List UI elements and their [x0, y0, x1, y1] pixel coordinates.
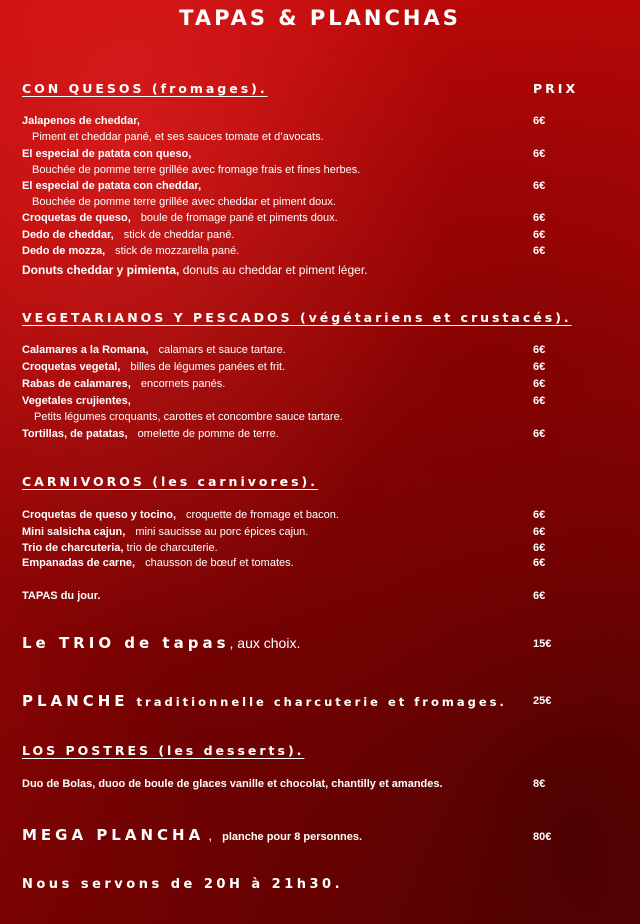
desc-patata-queso: Bouchée de pomme terre grillée avec fromage frais et fines herbes. — [32, 164, 361, 176]
price-tapas-jour: 6€ — [533, 590, 546, 602]
price-croquetas-vegetal: 6€ — [533, 361, 546, 373]
price-duo-bolas: 8€ — [533, 778, 546, 790]
price-empanadas: 6€ — [533, 557, 546, 569]
price-trio-charcuteria: 6€ — [533, 542, 546, 554]
price-patata-cheddar: 6€ — [533, 180, 546, 192]
item-croquetas-queso: Croquetas de queso, boule de fromage pané et piments doux. — [22, 212, 338, 224]
price-salsicha: 6€ — [533, 526, 546, 538]
item-empanadas: Empanadas de carne, chausson de bœuf et tomates. — [22, 557, 294, 569]
price-dedo-mozza: 6€ — [533, 245, 546, 257]
item-patata-cheddar: El especial de patata con cheddar, — [22, 180, 202, 192]
price-mega: 80€ — [533, 831, 552, 843]
section-quesos: CON QUESOS (fromages). — [22, 81, 268, 96]
item-rabas: Rabas de calamares, encornets panés. — [22, 378, 226, 390]
item-salsicha: Mini salsicha cajun, mini saucisse au porc épices cajun. — [22, 526, 309, 538]
price-planche: 25€ — [533, 695, 552, 707]
item-tapas-jour: TAPAS du jour. — [22, 590, 101, 602]
section-vegetarianos: VEGETARIANOS Y PESCADOS (végétariens et crustacés). — [22, 310, 572, 325]
desc-jalapenos: Piment et cheddar pané, et ses sauces tomate et d’avocats. — [32, 131, 324, 143]
page-title: TAPAS & PLANCHAS — [179, 6, 461, 30]
price-dedo-cheddar: 6€ — [533, 229, 546, 241]
item-tortillas: Tortillas, de patatas, omelette de pomme de terre. — [22, 428, 279, 440]
price-calamares: 6€ — [533, 344, 546, 356]
opening-hours: Nous servons de 20H à 21h30. — [22, 877, 344, 892]
price-tortillas: 6€ — [533, 428, 546, 440]
section-postres: LOS POSTRES (les desserts). — [22, 743, 305, 758]
price-jalapenos: 6€ — [533, 115, 546, 127]
prix-header: PRIX — [533, 81, 579, 96]
item-vegetales: Vegetales crujientes, — [22, 395, 131, 407]
item-donuts: Donuts cheddar y pimienta, donuts au cheddar et piment léger. — [22, 263, 368, 277]
price-patata-queso: 6€ — [533, 148, 546, 160]
item-trio-charcuteria: Trio de charcuteria, trio de charcuterie. — [22, 542, 218, 554]
item-croquetas-vegetal: Croquetas vegetal, billes de légumes panées et frit. — [22, 361, 286, 373]
mega-heading: MEGA PLANCHA , planche pour 8 personnes. — [22, 826, 363, 844]
price-croquetas-tocino: 6€ — [533, 509, 546, 521]
price-rabas: 6€ — [533, 378, 546, 390]
price-vegetales: 6€ — [533, 395, 546, 407]
item-duo-bolas: Duo de Bolas, duoo de boule de glaces vanille et chocolat, chantilly et amandes. — [22, 778, 443, 790]
item-calamares: Calamares a la Romana, calamars et sauce tartare. — [22, 344, 286, 356]
price-croquetas-queso: 6€ — [533, 212, 546, 224]
item-dedo-cheddar: Dedo de cheddar, stick de cheddar pané. — [22, 229, 235, 241]
item-croquetas-tocino: Croquetas de queso y tocino, croquette de fromage et bacon. — [22, 509, 339, 521]
desc-vegetales: Petits légumes croquants, carottes et concombre sauce tartare. — [34, 411, 343, 423]
section-carnivoros: CARNIVOROS (les carnivores). — [22, 474, 319, 489]
desc-patata-cheddar: Bouchée de pomme terre grillée avec cheddar et piment doux. — [32, 196, 336, 208]
trio-heading: Le TRIO de tapas, aux choix. — [22, 634, 301, 652]
item-dedo-mozza: Dedo de mozza, stick de mozzarella pané. — [22, 245, 240, 257]
planche-heading: PLANCHE traditionnelle charcuterie et fromages. — [22, 692, 507, 710]
item-jalapenos: Jalapenos de cheddar, — [22, 115, 140, 127]
price-trio: 15€ — [533, 638, 552, 650]
item-patata-queso: El especial de patata con queso, — [22, 148, 192, 160]
